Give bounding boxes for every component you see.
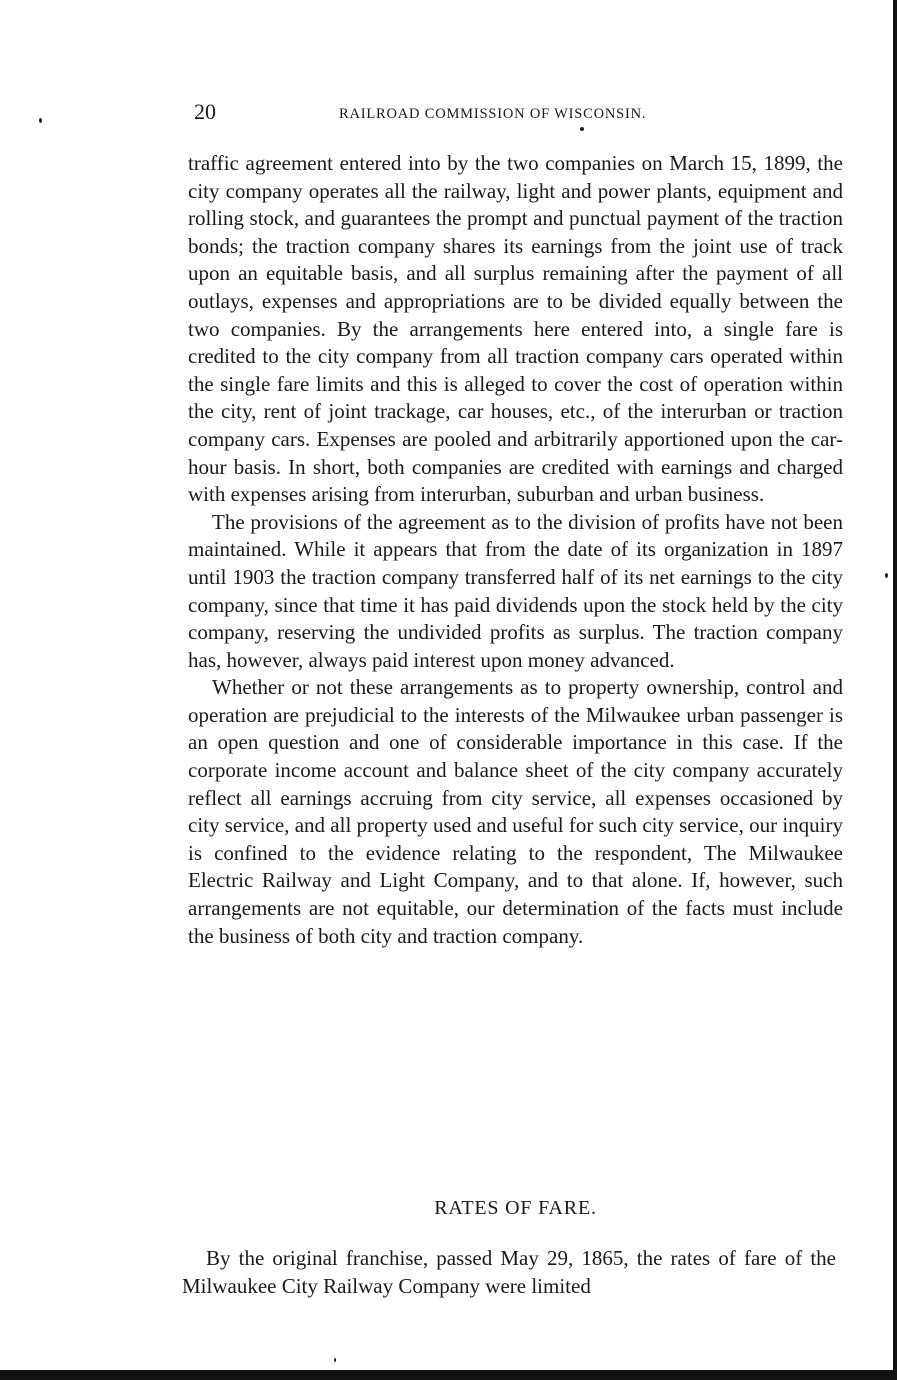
section-text [182, 1244, 836, 1300]
body-paragraph-3: Whether or not these arrangements as to property ownership, control and operation are prejudicial to the interests of the Milwaukee urban passenger is an open question and one of considerable importance in this case. If the corporate income account and balance sheet of the city company accurately reflect all earnings accruing from city service, all expenses occasioned by city service, and all property used and useful for such city service, our inquiry is confined to the evidence relating to the respondent, The Milwaukee Electric Railway and Light Company, and to that alone. If, however, such arrangements are not equitable, our determination of the facts must include the business of both city and traction company. [188, 675, 843, 948]
page-header [194, 98, 714, 128]
body-paragraph-1: traffic agreement entered into by the two companies on March 15, 1899, the city company operates all the railway, light and power plants, equipment and rolling stock, and guarantees the prompt and punctual payment of the traction bonds; the traction company shares its earnings from the joint use of track upon an equitable basis, and all surplus remaining after the payment of all outlays, expenses and appropriations are to be divided equally between the two companies. By the arrangements here entered into, a single fare is credited to the city company from all traction company cars operated within the single fare limits and this is alleged to cover the cost of operation within the city, rent of joint trackage, car houses, etc., of the interurban or traction company cars. Expenses are pooled and arbitrarily apportioned upon the car-hour basis. In short, both companies are credited with earnings and charged with expenses arising from interurban, suburban and urban business. [188, 151, 843, 507]
section-paragraph-1: By the original franchise, passed May 29, 1865, the rates of fare of the Milwaukee City Railway Company were limited [182, 1246, 836, 1298]
body-text [188, 150, 843, 950]
scan-speck [39, 118, 42, 123]
body-paragraph-2: The provisions of the agreement as to the division of profits have not been maintained. While it appears that from the date of its organization in 1897 until 1903 the traction company transferred half of its net earnings to the city company, since that time it has paid dividends upon the stock held by the city company, reserving the undivided profits as surplus. The traction company has, however, always paid interest upon money advanced. [188, 509, 843, 672]
scan-speck [334, 1358, 336, 1362]
scan-speck [885, 573, 888, 578]
scan-right-edge [893, 0, 897, 1380]
running-head: RAILROAD COMMISSION OF WISCONSIN. [339, 106, 647, 122]
page-number: 20 [194, 99, 216, 124]
scan-bottom-edge [0, 1370, 897, 1380]
section-heading: RATES OF FARE. [434, 1197, 597, 1219]
